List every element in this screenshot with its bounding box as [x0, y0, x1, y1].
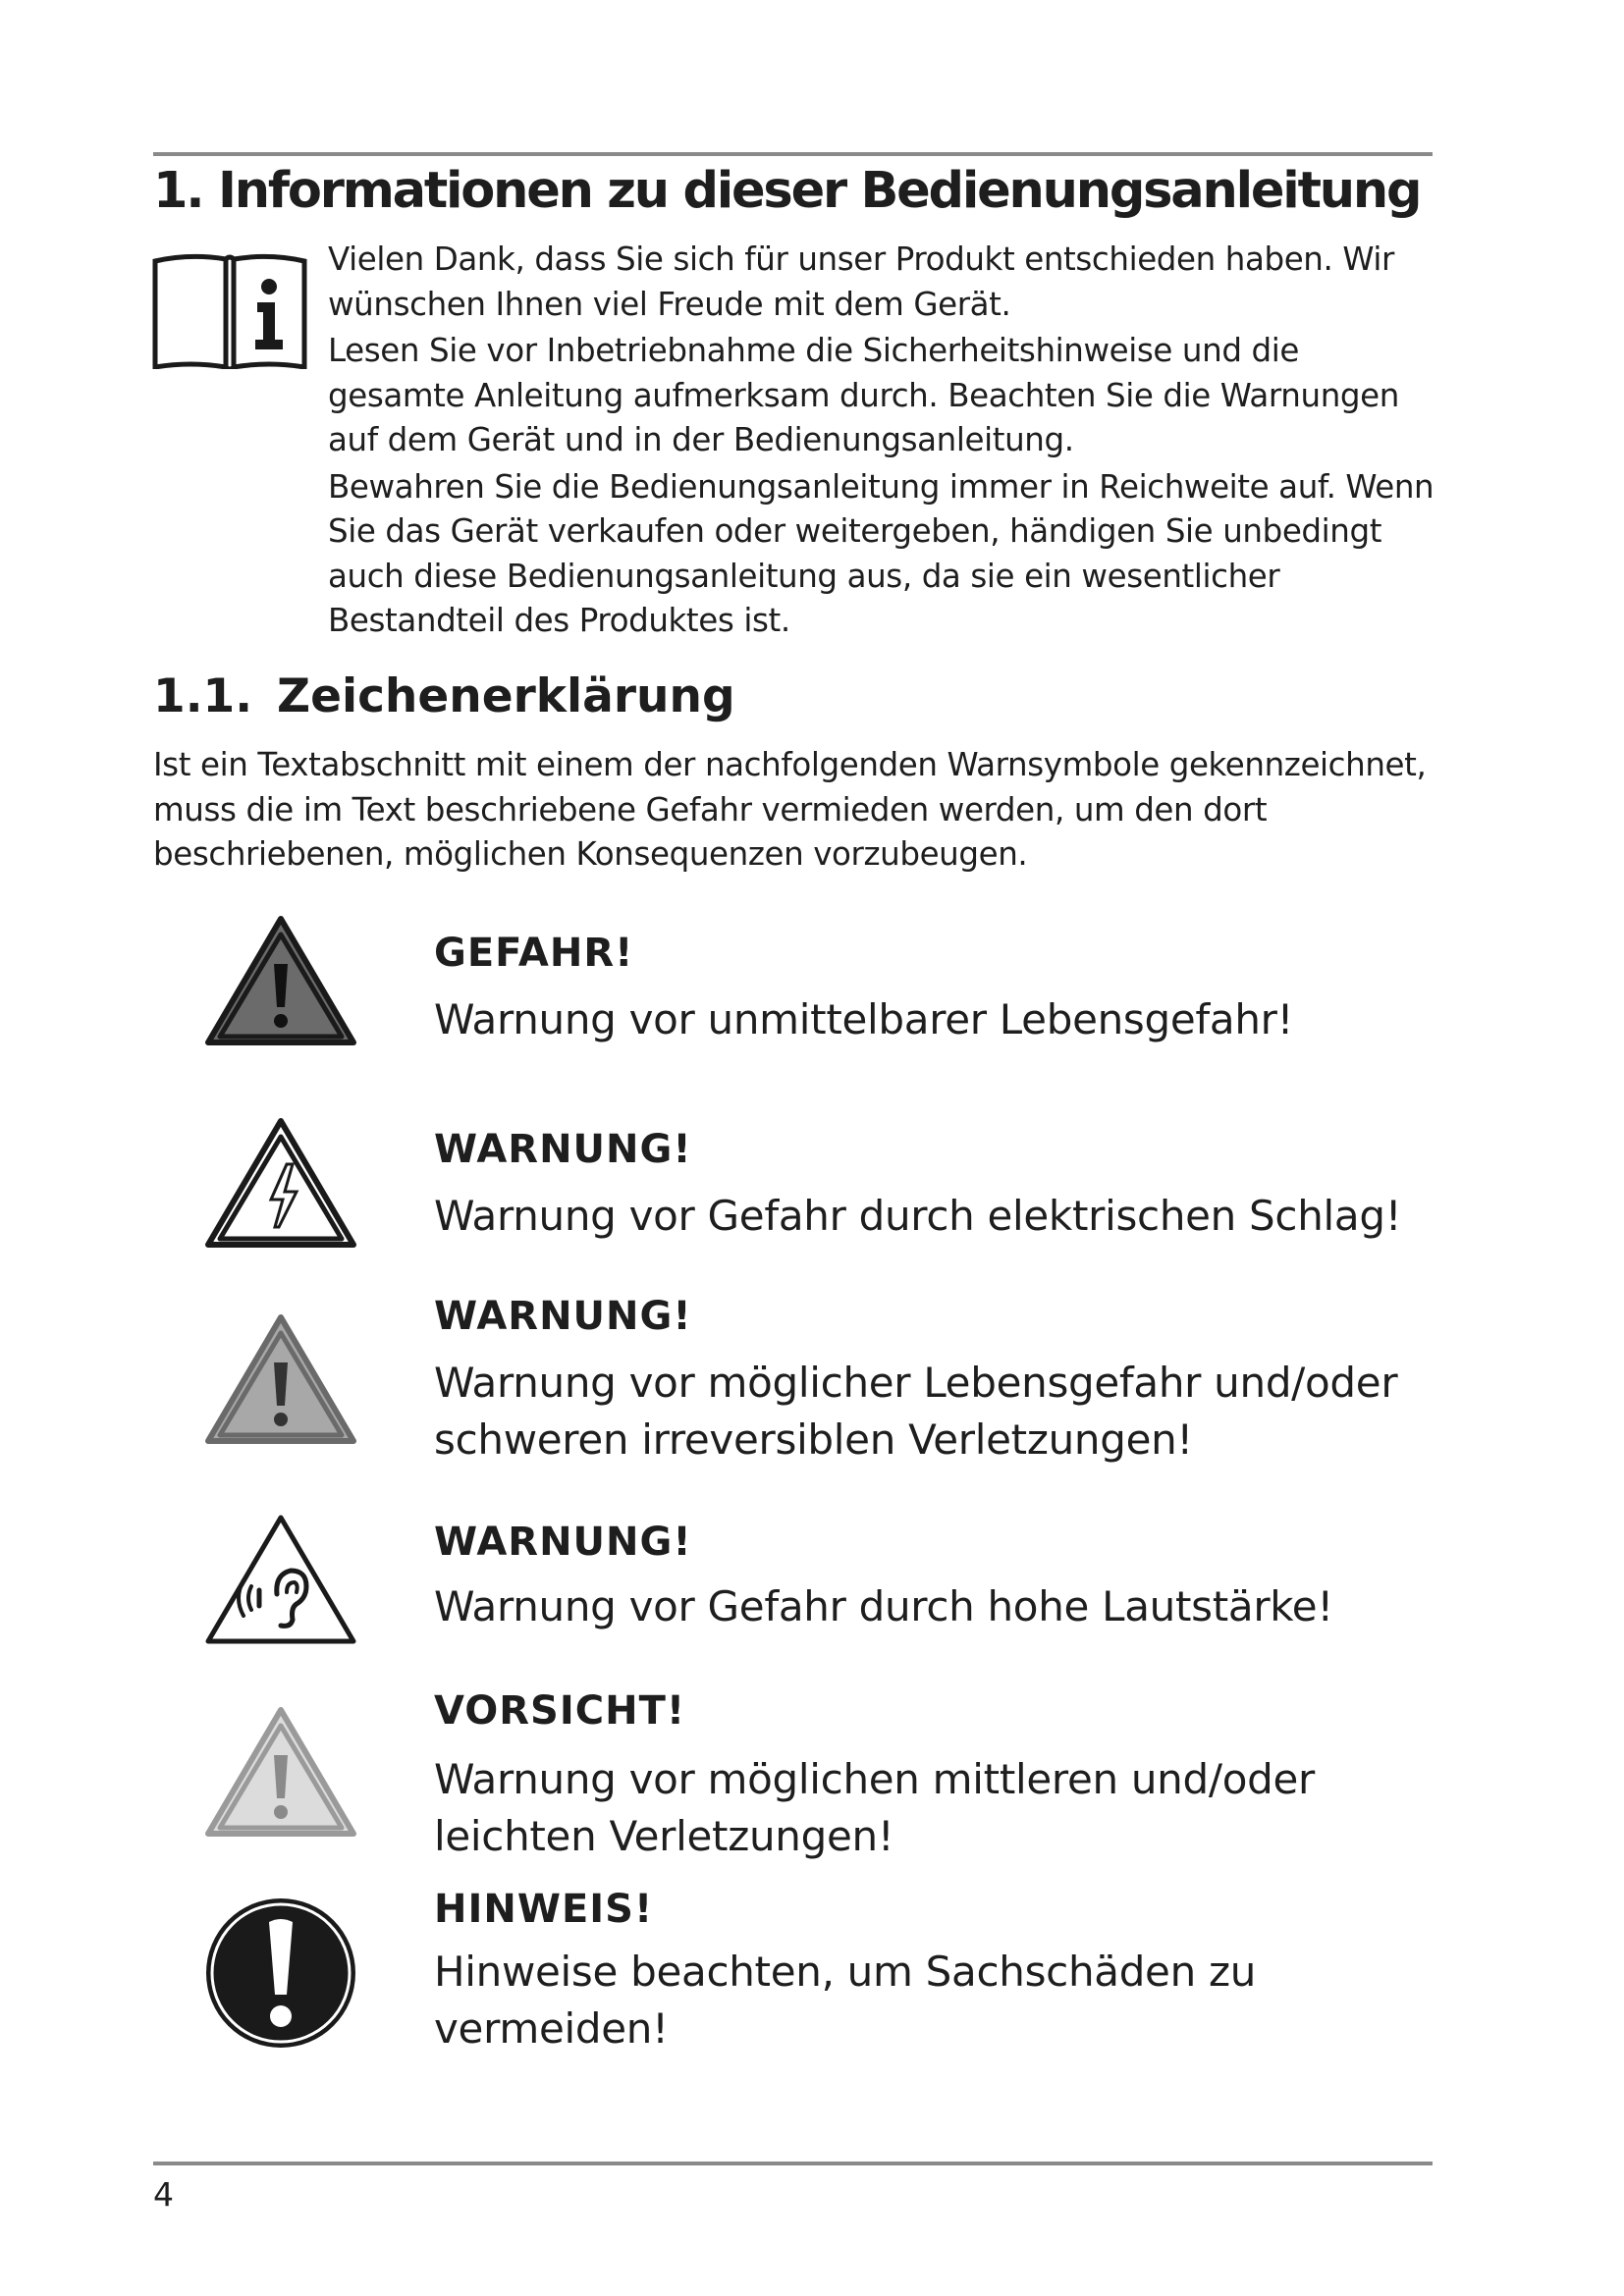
symbol-title: WARNUNG!	[434, 1127, 692, 1172]
symbol-text: Hinweise beachten, um Sachschäden zu vermeiden!	[434, 1948, 1257, 2053]
symbol-title: VORSICHT!	[434, 1688, 686, 1734]
heading-number: 1.	[153, 162, 203, 220]
symbol-title: WARNUNG!	[434, 1520, 692, 1565]
loud-volume-warning-icon	[202, 1512, 359, 1649]
symbol-text: Warnung vor Gefahr durch elektrischen Schlag!	[434, 1192, 1402, 1240]
intro-paragraph-2: Lesen Sie vor Inbetriebnahme die Sicherheitshinweise und die gesamte Anleitung aufmerksam durch. Beachten Sie die Warnungen auf dem Gerät und in der Bedienungsanleitung.	[328, 332, 1399, 458]
intro-text	[328, 238, 1437, 646]
symbol-title: WARNUNG!	[434, 1294, 692, 1339]
book-info-icon	[151, 251, 308, 369]
section-number: 1.1.	[153, 669, 253, 723]
notice-exclamation-icon	[202, 1895, 359, 2032]
page-heading	[153, 162, 1420, 220]
danger-warning-icon	[202, 913, 359, 1050]
general-warning-icon	[202, 1311, 359, 1449]
caution-warning-icon	[202, 1704, 359, 1842]
symbol-text: Warnung vor möglichen mittleren und/oder leichten Verletzungen!	[434, 1755, 1315, 1860]
section-description: Ist ein Textabschnitt mit einem der nachfolgenden Warnsymbole gekennzeichnet, muss die im Text beschriebene Gefahr vermieden werden, um den dort beschriebenen, möglichen Konsequenzen vorzubeugen.	[153, 746, 1427, 873]
intro-paragraph-3: Bewahren Sie die Bedienungsanleitung immer in Reichweite auf. Wenn Sie das Gerät verkaufen oder weitergeben, händigen Sie unbedingt auch diese Bedienungsanleitung aus, da sie ein wesentlicher Bestandteil des Produktes ist.	[328, 467, 1435, 639]
symbol-text: Warnung vor möglicher Lebensgefahr und/oder schweren irreversiblen Verletzungen!	[434, 1359, 1398, 1464]
electric-shock-warning-icon	[202, 1115, 359, 1253]
page-number: 4	[153, 2175, 174, 2214]
symbol-title: HINWEIS!	[434, 1887, 654, 1932]
symbol-text: Warnung vor unmittelbarer Lebensgefahr!	[434, 995, 1294, 1043]
bottom-divider	[153, 2162, 1433, 2165]
symbol-text: Warnung vor Gefahr durch hohe Lautstärke!	[434, 1582, 1333, 1630]
section-heading	[153, 669, 735, 723]
section-title: Zeichenerklärung	[277, 669, 735, 723]
top-divider	[153, 152, 1433, 156]
heading-title: Informationen zu dieser Bedienungsanleitung	[218, 162, 1421, 220]
symbol-title: GEFAHR!	[434, 931, 634, 976]
intro-paragraph-1: Vielen Dank, dass Sie sich für unser Produkt entschieden haben. Wir wünschen Ihnen viel Freude mit dem Gerät.	[328, 240, 1394, 323]
